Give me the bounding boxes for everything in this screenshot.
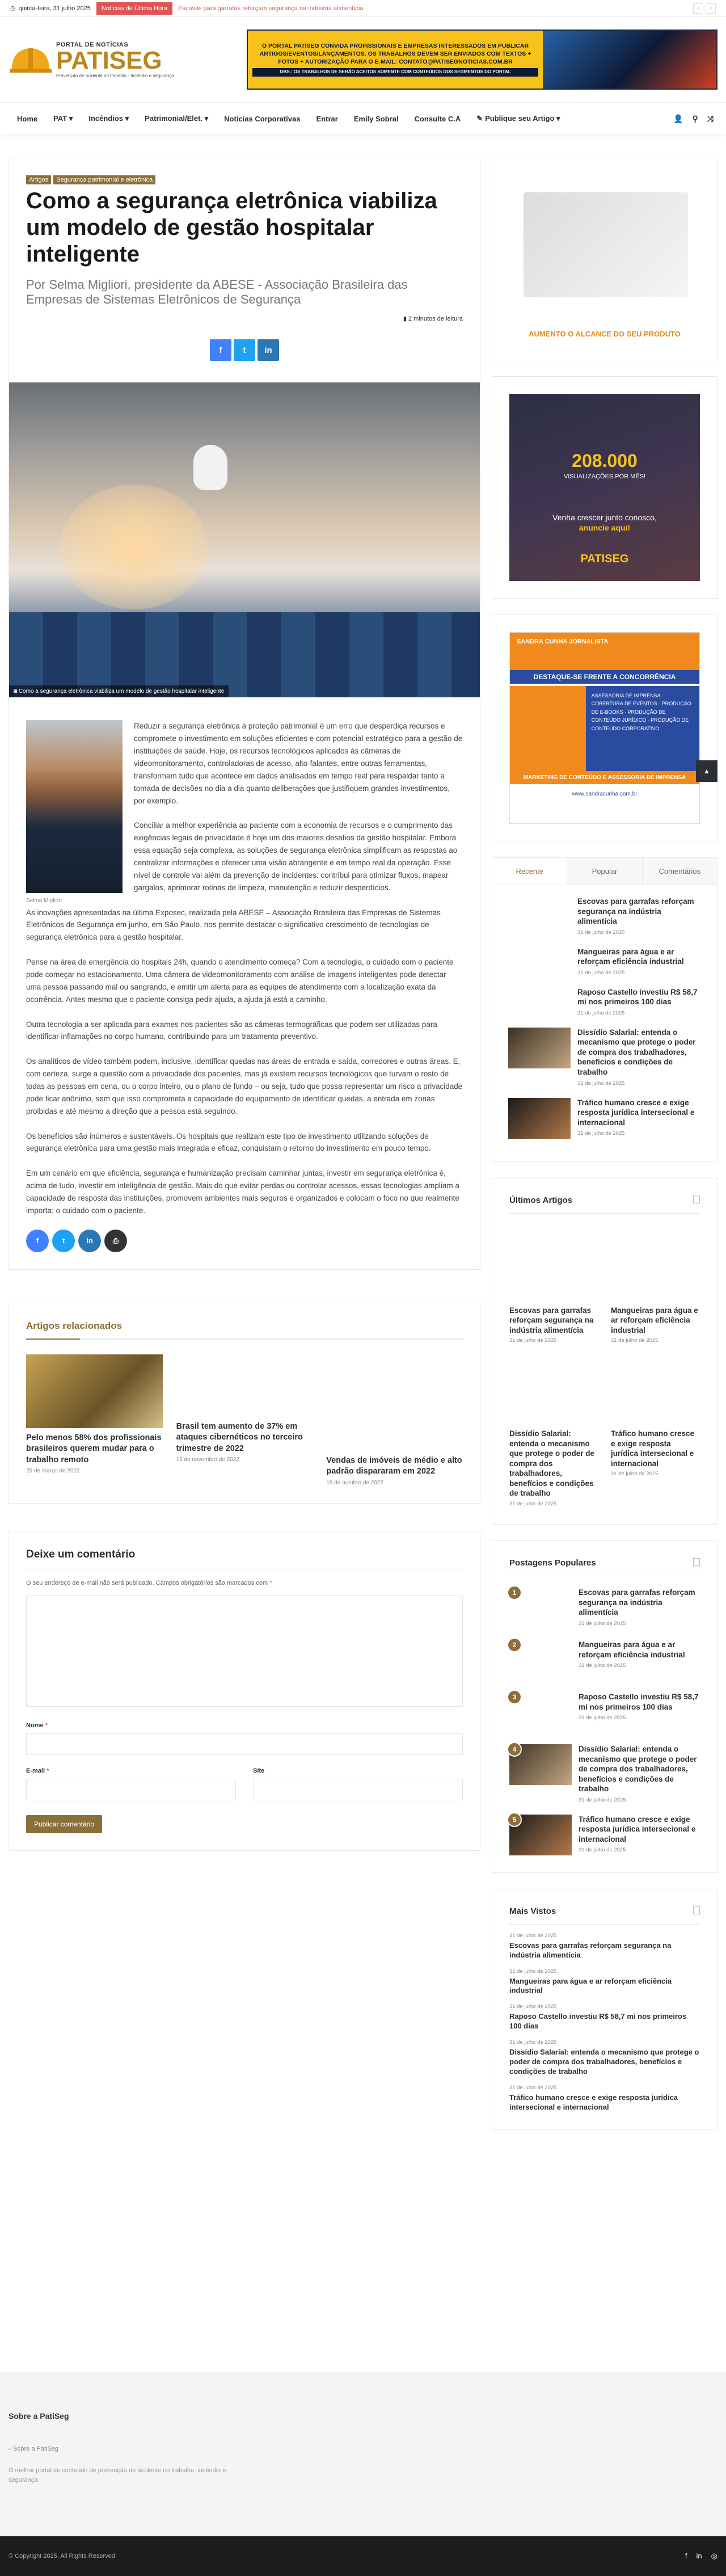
- copyright-bar: [0, 2536, 726, 2576]
- popular-posts-widget: [492, 1540, 717, 1873]
- ad3-marketing: MARKETING DE CONTEÚDO E ASSESSORIA DE IMPRENSA: [510, 771, 699, 784]
- recent-item[interactable]: [508, 1028, 701, 1087]
- popular-item[interactable]: [509, 1744, 700, 1803]
- nav-icons: [673, 114, 714, 124]
- image-caption: [9, 685, 229, 697]
- twitter-icon[interactable]: t: [234, 339, 255, 361]
- thumb-space: [509, 1356, 598, 1429]
- ad-title: AUMENTO O ALCANCE DO SEU PRODUTO: [529, 330, 681, 338]
- latest-item[interactable]: [611, 1356, 700, 1507]
- paragraph: Os analíticos de vídeo também podem, inclusive, identificar quedas nas áreas de entrada e saída, corredores e outras áreas. E, com certeza, surge a questão com a privacidade dos pacientes, mas já existem recursos tecnológicos que turvam o rosto de todas as pessoas em cena, ou o corpo inteiro, ou o plano de fundo – ou seja, tudo que possa representar um risco a privacidade pode ficar anônimo, sem que isso comprometa a capacidade do equipamento de identificar quedas, a entrada em zonas proibidas e até mesmo a direção que a pessoa está seguindo.: [26, 1057, 463, 1116]
- site-label: Site: [253, 1767, 265, 1774]
- required-mark: *: [269, 1579, 272, 1586]
- ad-cta-line2: anuncie aqui!: [579, 523, 631, 532]
- ad-widget-1: [492, 158, 717, 360]
- thumb-space: [508, 987, 571, 1016]
- latest-item-date: 31 de julho de 2025: [509, 1501, 557, 1508]
- most-viewed-title-text: Mais Vistos: [509, 1906, 556, 1916]
- ad3-header: [510, 633, 699, 684]
- facebook-icon[interactable]: f: [210, 339, 231, 361]
- popular-item-title: Dissídio Salarial: entenda o mecanismo que protege o poder de compra dos trabalhadores, benefícios e condições de trabalho: [579, 1745, 697, 1794]
- author-photo: [26, 720, 123, 906]
- name-label: [26, 1722, 463, 1729]
- ad3-site: www.sandracunha.com.br: [572, 791, 638, 797]
- most-viewed-date: 31 de julho de 2025: [509, 1932, 557, 1939]
- most-viewed-item-title: Raposo Castello investiu R$ 58,7 mi nos primeiros 100 dias: [509, 2012, 687, 2031]
- date-text: quinta-feira, 31 julho 2025: [18, 5, 91, 12]
- tab-popular[interactable]: Popular: [567, 858, 641, 885]
- read-time-text: 2 minutos de leitura: [408, 315, 463, 323]
- linkedin-icon[interactable]: in: [696, 2552, 702, 2560]
- ad-views-number: 208.000: [572, 451, 638, 471]
- nav-patrimonial[interactable]: Patrimonial/Elet. ▾: [145, 114, 209, 123]
- email-field[interactable]: [26, 1779, 236, 1800]
- rank-badge: 3: [507, 1690, 522, 1704]
- most-viewed-item-title: Dissídio Salarial: entenda o mecanismo que protege o poder de compra dos trabalhadores, benefícios e condições de trabalho: [509, 2048, 699, 2076]
- latest-item-date: 31 de julho de 2025: [509, 1337, 557, 1344]
- most-viewed-date: 31 de julho de 2025: [509, 2084, 557, 2091]
- author-block: [26, 720, 463, 906]
- nav-emily-sobral[interactable]: Emily Sobral: [353, 114, 399, 123]
- popular-title-text: Postagens Populares: [509, 1558, 596, 1568]
- latest-item[interactable]: [611, 1233, 700, 1344]
- tabs-widget: [492, 857, 717, 1162]
- paragraph: As inovações apresentadas na última Exposec, realizada pela ABESE – Associação Brasileira das Empresas de Sistemas Eletrônicos de Segurança em junho, em São Paulo, nos permite destacar o significativo crescimento de tecnologias de segurança eletrônica para a gestão hospitalar.: [26, 908, 441, 942]
- popular-item-title: Raposo Castello investiu R$ 58,7 mi nos primeiros 100 dias: [579, 1693, 699, 1711]
- article-title: Como a segurança eletrônica viabiliza um modelo de gestão hospitalar inteligente: [26, 188, 437, 267]
- header-banner-ad[interactable]: [247, 30, 717, 90]
- ad3-middle: [510, 686, 699, 771]
- nav-publique-artigo[interactable]: [468, 114, 568, 123]
- widget-corner-icon: [693, 1906, 700, 1914]
- instagram-icon[interactable]: ◎: [711, 2552, 717, 2560]
- nav-consulte-ca[interactable]: Consulte C.A: [414, 114, 461, 123]
- ad-banner-views[interactable]: [509, 394, 700, 581]
- widget-corner-icon: [693, 1558, 700, 1566]
- banner-note: OBS.: OS TRABALHOS DE SERÃO ACEITOS SOMENTE COM CONTEÚDOS DOS SEGMENTOS DO PORTAL: [252, 68, 538, 76]
- related-articles: [9, 1303, 480, 1504]
- widget-corner-icon: [693, 1196, 700, 1203]
- recent-item[interactable]: [508, 987, 701, 1016]
- user-icon[interactable]: 👤: [673, 113, 683, 123]
- author-image: [26, 720, 123, 893]
- most-viewed-item-title: Mangueiras para água e ar reforçam eficiência industrial: [509, 1976, 672, 1995]
- related-item[interactable]: [26, 1354, 163, 1486]
- required-mark: *: [45, 1721, 48, 1729]
- latest-item-title: Mangueiras para água e ar reforçam eficiência industrial: [611, 1306, 698, 1335]
- date-display: [10, 5, 91, 12]
- latest-title: [509, 1196, 700, 1214]
- popular-item-title: Tráfico humano cresce e exige resposta jurídica intersecional e internacional: [579, 1815, 696, 1843]
- article-body: [26, 720, 463, 1217]
- site-logo[interactable]: [9, 41, 174, 78]
- ad-widget-2: [492, 376, 717, 599]
- featured-image: [9, 382, 480, 697]
- prev-arrow-icon[interactable]: ‹: [693, 3, 703, 14]
- recent-item[interactable]: [508, 947, 701, 976]
- recent-item[interactable]: [508, 896, 701, 936]
- recent-thumbnail: [508, 1028, 571, 1068]
- back-to-top-button[interactable]: [696, 760, 717, 782]
- banner-image: [543, 31, 716, 89]
- most-viewed-item[interactable]: [509, 2085, 700, 2112]
- thumb-space: [508, 896, 571, 936]
- most-viewed-date: 31 de julho de 2025: [509, 2039, 557, 2046]
- facebook-icon[interactable]: f: [26, 1230, 49, 1252]
- article-box: [9, 158, 480, 1270]
- search-icon[interactable]: ⚲: [692, 113, 698, 123]
- main-navigation: [0, 102, 726, 135]
- popular-item[interactable]: [509, 1588, 700, 1628]
- recent-list: [492, 885, 717, 1161]
- thumb-space: [508, 947, 571, 976]
- rank-badge: 4: [507, 1742, 522, 1757]
- most-viewed-item[interactable]: [509, 2003, 700, 2031]
- ad3-services: ASSESSORIA DE IMPRENSA · COBERTURA DE EVENTOS · PRODUÇÃO DE E-BOOKS · PRODUÇÃO DE CONTEÚDO JURÍDICO · PRODUÇÃO DE CONTEÚDO CORPORATIVO: [591, 693, 691, 731]
- breaking-news-link[interactable]: Escovas para garrafas reforçam segurança na indústria alimentícia: [178, 5, 364, 12]
- breaking-news-arrows: [693, 3, 716, 14]
- broken-image-icon: ▫: [9, 2445, 11, 2452]
- recent-item-title: Raposo Castello investiu R$ 58,7 mi nos primeiros 100 dias: [577, 987, 698, 1007]
- category-tag[interactable]: Artigos: [26, 175, 51, 184]
- popular-item-title: Escovas para garrafas reforçam segurança na indústria alimentícia: [579, 1588, 695, 1617]
- top-bar: [0, 0, 726, 17]
- image-camera: [193, 445, 227, 490]
- facebook-icon[interactable]: f: [685, 2552, 687, 2560]
- popular-item[interactable]: [509, 1692, 700, 1733]
- latest-item-title: Dissídio Salarial: entenda o mecanismo que protege o poder de compra dos trabalhadores, benefícios e condições de trabalho: [509, 1429, 595, 1498]
- author-caption: Selma Migliori: [26, 898, 62, 904]
- comment-title: Deixe um comentário: [26, 1548, 136, 1560]
- paragraph: Conciliar a melhor experiência ao paciente com a economia de recursos e o cumprimento das exigências legais de privacidade é hoje um dos maiores desafios da gestão hospitalar. Embora essa equação seja complexa, as soluções de segurança eletrônica simplificam as respostas ao centralizar informações e oferecer uma visão abrangente e em tempo real da operação. Esse nível de controle vai além da prevenção de incidentes: contribui para otimizar fluxos, mapear gargalos, aprimorar rotinas de limpeza, manutenção e reduzir desperdícios.: [134, 821, 458, 892]
- ad-banner-reach[interactable]: [509, 175, 700, 343]
- name-label-text: Nome: [26, 1721, 44, 1729]
- related-item-date: 16 de novembro de 2022: [176, 1457, 239, 1463]
- sidebar: [492, 158, 717, 2146]
- nav-incendios[interactable]: Incêndios ▾: [88, 114, 129, 123]
- related-item-title: Brasil tem aumento de 37% em ataques cibernéticos no terceiro trimestre de 2022: [176, 1421, 303, 1453]
- nav-publique-label: Publique seu Artigo ▾: [485, 114, 560, 123]
- most-viewed-item[interactable]: [509, 1933, 700, 1960]
- tabs-header: [492, 858, 717, 885]
- latest-item[interactable]: [509, 1356, 598, 1507]
- popular-item-date: 31 de julho de 2025: [579, 1662, 626, 1669]
- recent-item-date: 31 de julho de 2025: [577, 1080, 625, 1087]
- banner-main-text: O PORTAL PATISEG CONVIDA PROFISSIONAIS E EMPRESAS INTERESSADOS EM PUBLICAR ARTIGOS/EVENTOS/LANÇAMENTOS. OS TRABALHOS DEVEM SER ENVIADOS COM TEXTOS + FOTOS + AUTORIZAÇÃO PARA O E-MAIL: CONTATO@PATISEGNOTICIAS.COM.BR: [259, 43, 531, 65]
- most-viewed-date: 31 de julho de 2025: [509, 2003, 557, 2010]
- most-viewed-item[interactable]: [509, 1968, 700, 1996]
- site-field[interactable]: [253, 1779, 463, 1800]
- shuffle-icon[interactable]: ⤨: [707, 113, 714, 123]
- footer-about: [9, 2411, 230, 2485]
- breaking-news-label: Notícias de Última Hora: [96, 2, 172, 15]
- tab-comentarios[interactable]: Comentários: [642, 858, 717, 885]
- popular-title: [509, 1558, 700, 1576]
- paragraph: Em um cenário em que eficiência, segurança e humanização precisam caminhar juntas, investir em segurança eletrônica é, acima de tudo, investir em inteligência de gestão. Mais do que evitar perdas ou controlar acessos, essas tecnologias ampliam a capacidade de resposta das instituições, promovem ambientes mais seguros e organizados e colocam o foco no que realmente importa: o cuidado com o paciente.: [26, 1169, 459, 1215]
- rank-badge: 5: [507, 1812, 522, 1827]
- site-footer: [0, 2372, 726, 2576]
- ad3-name: SANDRA CUNHA JORNALISTA: [517, 638, 609, 645]
- paragraph: Reduzir a segurança eletrônica à proteção patrimonial é um erro que desperdiça recursos e compromete o investimento em soluções eficientes e com potencial estratégico para a gestão de instituições de saúde. Hoje, os recursos tecnológicos aplicados às câmeras de videomonitoramento, controladoras de acesso, alto-falantes, entre outras ferramentas, transformam tudo que acontece em dados analisados em tempo real para respaldar tanto a tomada de decisões no dia a dia quanto deliberações que justifiquem grandes investimentos, por exemplo.: [134, 722, 463, 805]
- ad3-image: [510, 686, 586, 771]
- email-group: [26, 1755, 236, 1800]
- next-arrow-icon[interactable]: ›: [706, 3, 716, 14]
- latest-item-date: 31 de julho de 2025: [611, 1471, 659, 1478]
- recent-item-date: 31 de julho de 2025: [577, 929, 625, 936]
- helmet-icon: [9, 45, 53, 74]
- ad3-headline: DESTAQUE-SE FRENTE A CONCORRÊNCIA: [510, 670, 699, 684]
- recent-item-date: 31 de julho de 2025: [577, 969, 625, 976]
- nav-pat[interactable]: PAT ▾: [53, 114, 73, 123]
- edit-icon: ✎: [476, 114, 483, 123]
- most-viewed-title: [509, 1906, 700, 1925]
- related-title: Artigos relacionados: [26, 1320, 463, 1340]
- image-floor: [9, 612, 480, 697]
- bookmark-icon: ▮: [403, 315, 407, 323]
- recent-item-title: Mangueiras para água e ar reforçam eficiência industrial: [577, 947, 684, 966]
- thumb-space: [611, 1233, 700, 1306]
- recent-item-date: 31 de julho de 2025: [577, 1009, 625, 1016]
- most-viewed-item-title: Tráfico humano cresce e exige resposta jurídica intersecional e internacional: [509, 2093, 678, 2111]
- thumb-space: [509, 1233, 598, 1306]
- footer-description: O melhor portal de conteúdo de prevenção de acidente no trabalho, incêndio e segurança: [9, 2467, 226, 2484]
- latest-grid: [509, 1233, 700, 1507]
- image-light: [60, 485, 208, 609]
- submit-comment-button[interactable]: Publicar comentário: [26, 1815, 102, 1833]
- recent-item-title: Escovas para garrafas reforçam segurança na indústria alimentícia: [577, 897, 694, 926]
- related-grid: [26, 1354, 463, 1486]
- clock-icon: ◷: [10, 5, 16, 12]
- related-item-title: Pelo menos 58% dos profissionais brasileiros querem mudar para o trabalho remoto: [26, 1433, 162, 1464]
- content-wrap: [0, 158, 726, 2146]
- most-viewed-widget: [492, 1889, 717, 2130]
- rank-badge: 2: [507, 1638, 522, 1652]
- popular-item-date: 31 de julho de 2025: [579, 1796, 626, 1803]
- share-buttons-bottom: [26, 1230, 463, 1252]
- logo-top-text: PORTAL DE NOTÍCIAS: [56, 41, 129, 48]
- share-buttons-top: [26, 339, 463, 361]
- category-tag[interactable]: Segurança patrimonial e eletrônica: [53, 175, 155, 184]
- copyright-text: © Copyright 2025, All Rights Reserved: [9, 2553, 115, 2560]
- paragraph: Pense na área de emergência do hospitais 24h, quando o atendimento começa? Com a tecnologia, o cuidado com o paciente pode começar no estacionamento. Uma câmera de videomonitoramento com análise de imagens inteligentes pode detectar uma pessoa passando mal ou sangrando, e emitir um alerta para as equipes de atendimento com a localização exata da ocorrência. Antes mesmo que o paciente consiga pedir ajuda, a ajuda já está a caminho.: [26, 958, 454, 1004]
- related-item[interactable]: [326, 1354, 463, 1486]
- recent-item-title: Dissídio Salarial: entenda o mecanismo que protege o poder de compra dos trabalhadores, benefícios e condições de trabalho: [577, 1028, 696, 1077]
- logo-main-text: PATISEG: [56, 46, 162, 74]
- site-header: [0, 17, 726, 102]
- related-item-date: 19 de outubro de 2022: [326, 1479, 383, 1486]
- latest-item[interactable]: [509, 1233, 598, 1344]
- nav-home[interactable]: Home: [17, 114, 38, 123]
- footer-about-title: Sobre a PatiSeg: [9, 2411, 69, 2421]
- linkedin-icon[interactable]: in: [258, 339, 279, 361]
- print-icon[interactable]: ⎙: [104, 1230, 127, 1252]
- recent-item-date: 31 de julho de 2025: [577, 1130, 625, 1137]
- nav-noticias-corporativas[interactable]: Notícias Corporativas: [224, 114, 301, 123]
- recent-thumbnail: [508, 1098, 571, 1139]
- email-label-text: E-mail: [26, 1767, 45, 1774]
- ad-cta-line1: Venha crescer junto conosco,: [552, 513, 657, 522]
- email-site-row: [26, 1755, 463, 1800]
- latest-item-date: 31 de julho de 2025: [611, 1337, 659, 1344]
- latest-articles-widget: [492, 1178, 717, 1525]
- chevron-up-icon: ▲: [703, 767, 710, 775]
- paragraph: Os benefícios são inúmeros e sustentáveis. Os hospitais que realizam este tipo de investimento utilizando soluções de segurança eletrônica para uma gestão mais integrada e eficaz, conquistam o retorno do investimento em pouco tempo.: [26, 1131, 431, 1153]
- footer-logo: [9, 2445, 230, 2452]
- popular-item-date: 31 de julho de 2025: [579, 1620, 626, 1627]
- rank-badge: 1: [507, 1585, 522, 1600]
- latest-title-text: Últimos Artigos: [509, 1195, 573, 1205]
- footer-logo-alt: Sobre a PatiSeg: [12, 2445, 59, 2452]
- comment-note-text: O seu endereço de e-mail não será publicado. Campos obrigatórios são marcados com: [26, 1579, 268, 1586]
- popular-item-date: 31 de julho de 2025: [579, 1715, 626, 1721]
- email-label: [26, 1767, 236, 1774]
- latest-item-title: Tráfico humano cresce e exige resposta jurídica intersecional e internacional: [611, 1429, 695, 1468]
- main-column: [9, 158, 480, 2146]
- comment-form: [9, 1531, 480, 1851]
- ad-views-label: VISUALIZAÇÕES POR MÊS!: [563, 473, 646, 480]
- ad-screen-image: [524, 192, 688, 297]
- most-viewed-date: 31 de julho de 2025: [509, 1968, 557, 1975]
- recent-item-title: Tráfico humano cresce e exige resposta jurídica intersecional e internacional: [577, 1098, 695, 1127]
- banner-text: [248, 31, 543, 89]
- image-caption-text: Como a segurança eletrônica viabiliza um modelo de gestão hospitalar inteligente: [18, 688, 225, 695]
- logo-sub-text: Prevenção de acidente no trabalho · Incêndio e segurança: [56, 73, 174, 78]
- nav-entrar[interactable]: Entrar: [316, 114, 338, 123]
- article-subtitle: Por Selma Migliori, presidente da ABESE - Associação Brasileira das Empresas de Sistemas Eletrônicos de Segurança: [26, 277, 408, 306]
- camera-icon: ◙: [14, 688, 18, 695]
- related-item[interactable]: [176, 1354, 313, 1486]
- related-item-date: 25 de março de 2022: [26, 1468, 80, 1475]
- required-mark: *: [47, 1767, 49, 1774]
- paragraph: Outra tecnologia a ser aplicada para exames nos pacientes são as câmeras termográficas que podem ser utilizadas para identificar inflamações no corpo humano, contribuindo para um tratamento preventivo.: [26, 1020, 437, 1041]
- related-thumbnail: [26, 1354, 163, 1428]
- name-field[interactable]: [26, 1733, 463, 1755]
- twitter-icon[interactable]: t: [52, 1230, 75, 1252]
- comment-textarea[interactable]: [26, 1596, 463, 1707]
- site-group: [253, 1755, 463, 1800]
- most-viewed-item[interactable]: [509, 2039, 700, 2077]
- most-viewed-item-title: Escovas para garrafas reforçam segurança na indústria alimentícia: [509, 1941, 672, 1959]
- popular-item[interactable]: [509, 1815, 700, 1855]
- ad-banner-sandra[interactable]: [509, 632, 700, 824]
- latest-item-title: Escovas para garrafas reforçam segurança na indústria alimentícia: [509, 1306, 594, 1335]
- linkedin-icon[interactable]: in: [78, 1230, 101, 1252]
- footer-social: [685, 2552, 717, 2561]
- ad-logo: PATISEG: [580, 553, 629, 565]
- thumb-space: [611, 1356, 700, 1429]
- comment-note: [26, 1580, 463, 1586]
- ad-widget-3: [492, 614, 717, 841]
- related-item-title: Vendas de imóveis de médio e alto padrão dispararam em 2022: [326, 1455, 462, 1476]
- category-tags: [26, 175, 463, 184]
- recent-item[interactable]: [508, 1098, 701, 1139]
- tab-recente[interactable]: Recente: [492, 858, 567, 885]
- popular-item-date: 31 de julho de 2025: [579, 1847, 626, 1854]
- author-paragraphs: [134, 720, 463, 906]
- popular-item[interactable]: [509, 1640, 700, 1681]
- popular-item-title: Mangueiras para água e ar reforçam eficiência industrial: [579, 1640, 685, 1659]
- read-time: [26, 315, 463, 322]
